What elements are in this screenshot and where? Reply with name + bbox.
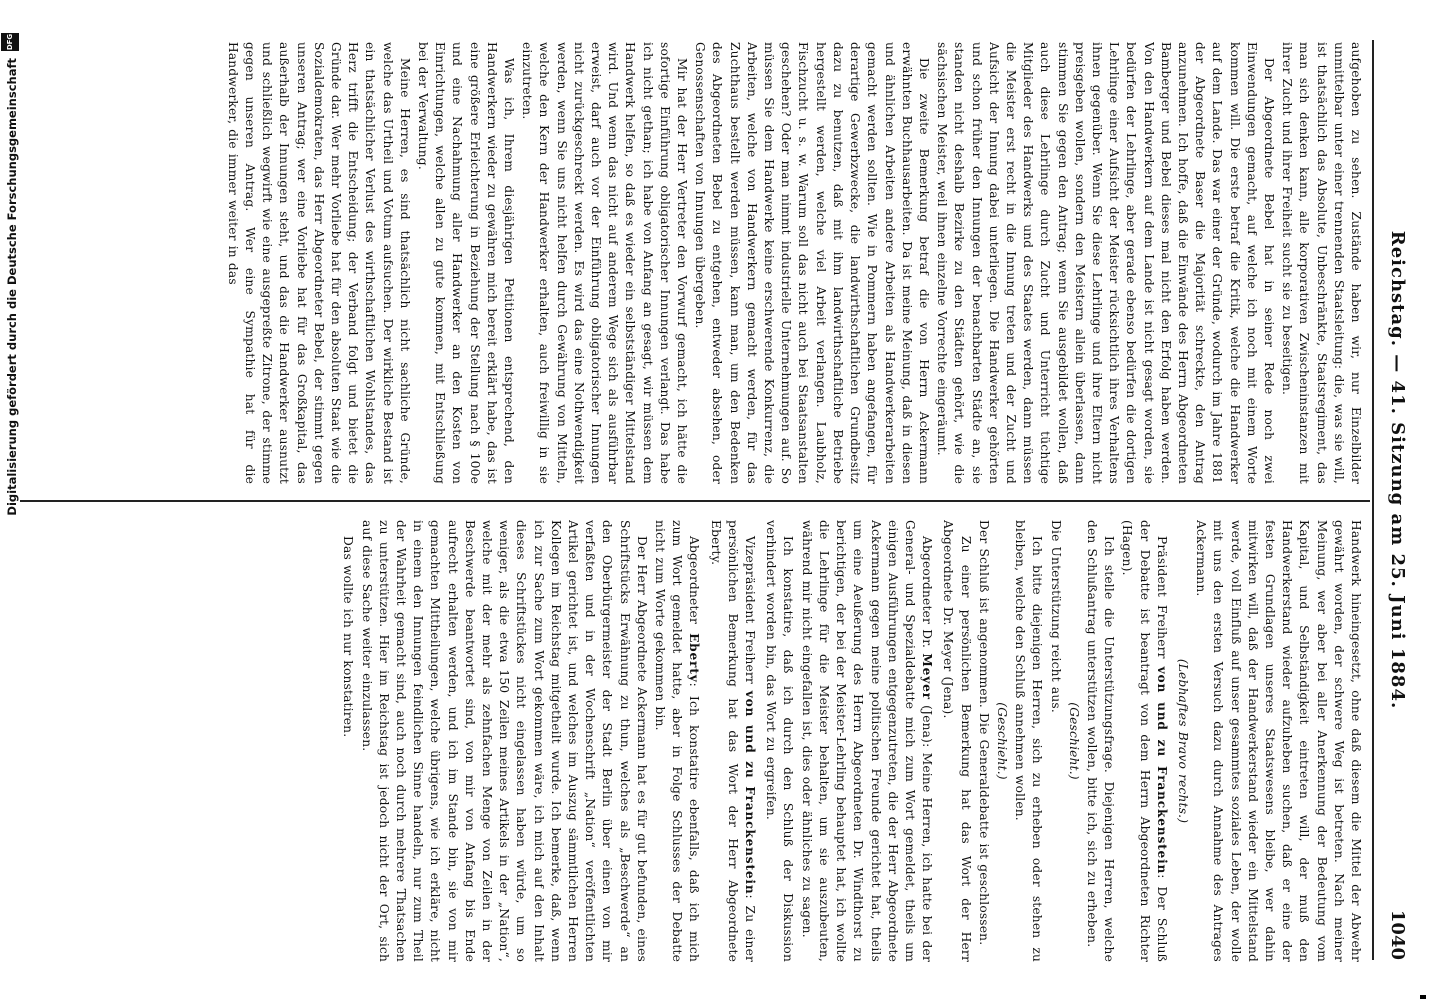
digitization-note bbox=[0, 0, 24, 1000]
paragraph: aufgehoben zu sehen. Zustände haben wir, nur Einzelbilder unmittelbar unter einer trennenden Staatsleitung: die, was sie will, ist thatsächlich das Absolute, Unbeschränkte, Staatsregiment, das man sich denken kann, alle korporativen Zwischeninstanzen mit ihrer Zucht und ihrer Freiheit sucht sie zu beseitigen. bbox=[1280, 42, 1363, 484]
paragraph: Ich bitte diejenigen Herren, sich zu erheben oder stehen zu bleiben, welche den Schluß annehmen wollen. bbox=[1013, 520, 1045, 962]
paragraph: Ich stelle die Unterstützungsfrage. Diejenigen Herren, welche den Schlußantrag unterstützen wollen, bitte ich, sich zu erheben. bbox=[1084, 520, 1117, 962]
paragraph: Was ich, Ihrem diesjährigen Petitionen entsprechend, den Handwerkern wieder zu gewähren mich bereit erklärt habe, das ist eine größere Erleichterung in Beziehung der Stellung nach § 100e und eine Nachahmung aller Handwerker an den Kosten von Einrichtungen, welche allen zu gute kommen, mit Entschließung bei der Verwaltung. bbox=[416, 42, 517, 484]
stage-direction: (Lebhaftes Bravo rechts.) bbox=[1175, 658, 1190, 824]
column-divider bbox=[20, 500, 1370, 502]
paragraph: Ich konstatire, daß ich durch den Schluß der Diskussion verhindert worden bin, das Wort zu ergreifen. bbox=[764, 520, 796, 962]
paragraph: Der Herr Abgeordnete Ackermann hat es für gut befunden, eines Schriftstücks Erwähnung zu thun, welches als „Beschwerde“ an den Oberbürgermeister der Stadt Berlin über einen von mir verfaßten und in der Wochenschrift „Nation“ veröffentlichten Artikel gerichtet ist, und welches im Auszug sämmtlichen Herren Kollegen im Reichstag mitgetheilt wurde. Ich bemerke, daß, wenn ich zur Sache zum Wort gekommen wäre, ich mich auf den Inhalt dieses Schriftstückes nicht eingelassen haben würde, um so weniger, als die etwa 150 Zeilen meines Artikels in der „Nation“, welche mit der mehr als zehnfachen Menge von Zeilen in der Beschwerde beantwortet sind, von mir von Anfang bis Ende aufrecht erhalten werden, und ich im Stande bin, sie von mir gemachten Mittheilungen, welche übrigens, wie ich erkläre, nicht in einem den Innungen feindlichen Sinne handeln, nur zum Theil der Wahrheit gemacht sind, auch noch durch mehrere Thatsachen zu unterstützen. Hier im Reichstag ist jedoch nicht der Ort, sich auf diese Sache weiter einzulassen. bbox=[359, 520, 649, 962]
paragraph: Zu einer persönlichen Bemerkung hat das Wort der Herr Abgeordnete Dr. Meyer (Jena). bbox=[941, 520, 973, 962]
speaker-paragraph: Vizepräsident Freiherr von und zu Franckenstein: Zu einer persönlichen Bemerkung hat das Wort der Herr Abgeordnete Eberty. bbox=[708, 520, 758, 962]
paragraph: Meine Herren, es sind thatsächlich nicht sachliche Gründe, welche das Urtheil und Votum aufsuchen. Der wirkliche Bestand ist ein thatsächlicher Verlust des wirthschaftlichen Wohlstandes, das Herz trifft die Entscheidung; der Verband folgt und bietet die Gründe dar. Wer mehr Vorliebe hat für den absoluten Staat wie die Sozialdemokraten, das Herr Abgeordneter Bebel, der stimmt gegen unseren Antrag; wer eine Vorliebe hat für das Großkapital, das außerhalb der Innungen steht, und das die Handwerker ausnutzt und schließlich wegwirft wie eine ausgepreßte Zitrone, der stimme gegen unseren Antrag. Wer eine Sympathie hat für die Handwerker, die immer weiter in das bbox=[225, 42, 412, 484]
paragraph: Handwerk hineingesetzt, ohne daß diesem die Mittel der Abwehr gewährt worden, der schwere Weg ist betreten. Nach meiner Meinung, wer aber bei aller Anerkennung der Bedeutung vom Kapital, und Selbständigkeit eintreten will, der muß den Handwerkerstand wieder aufzuheben suchen, daß er eine der festen Grundlagen unseres Staatswesens bleibe, wer dahin mitwirken will, daß der Handwerkerstand wieder ein Mittelstand werde, voll Einfluß auf unser gesammtes soziales Leben, der wolle mit uns den ersten Versuch dazu durch Annahme des Antrages Ackermann. bbox=[1194, 520, 1363, 962]
header-rule bbox=[1372, 40, 1374, 960]
page-number: 1040 bbox=[1387, 909, 1408, 960]
dfg-logo: DFG bbox=[1, 33, 19, 51]
paragraph: Die Unterstützung reicht aus. bbox=[1048, 520, 1063, 713]
page-title: Reichstag. — 41. Sitzung am 25. Juni 1884. bbox=[1387, 230, 1408, 710]
stage-direction: (Geschieht.) bbox=[1066, 702, 1081, 780]
paragraph: Die zweite Bemerkung betraf die von Herrn Ackermann erwähnten Buchhausarbeiten. Da ist meine Meinung, daß in diesen und ähnlichen Arbeiten andere Arbeiten als Handwerkerarbeiten gemacht werden sollten. Wie in Pommern haben angefangen, für derartige Gewerbzwecke, die landwirthschaftlichen Grundbesitz dazu zu benutzen, daß mit ihm landwirthschaftliche Betriebe hergestellt werden, welche viel Arbeit verlangen. Laubholz, Fischzucht u. s. w. Warum soll das nicht auch bei Staatsanstalten geschehen? Oder man nimmt industrielle Unternehmungen auf. So müssen Sie dem Handwerke keine erschwerende Konkurrenz, die Arbeiten, welche von Handwerkern gemacht werden, für das Zuchthaus bestellt werden müssen, kann man, um den Bedenken des Abgeordneten Bebel zu entgehen, entweder absehen, oder Genossenschaften von Innungen übergeben. bbox=[693, 42, 931, 484]
paragraph: Der Abgeordnete Bebel hat in seiner Rede noch zwei Einwendungen gemacht, auf welche ich noch mit einem Worte kommen will. Die erste betraf die Kritik, welche die Handwerker auf dem Lande. Das war einer der Gründe, wodurch im Jahre 1881 der Abgeordnete Baser die Majorität schreckte, den Antrag anzunehmen. Ich hoffe, daß die Einwände des Herrn Abgeordneten Bamberger und Bebel dieses mal nicht den Erfolg haben werden. Von den Handwerkern auf dem Lande ist nicht gesagt worden, sie bedürfen der Lehrlinge, aber gerade ebenso bedürfen die dortigen Lehrlinge einer Aufsicht der Meister rücksichtlich ihres Verhaltens ihnen gegenüber. Wenn Sie diese Lehrlinge und ihre Eltern nicht preisgeben wollen, sondern den Meistern allein überlassen, dann stimmen Sie gegen den Antrag; wenn Sie ausgebildet wollen, daß auch diese Lehrlinge durch Zucht und Unterricht tüchtige Mitglieder des Handwerks und des Staates werden, dann müssen die Meister erst recht in die Innung treten und der Zucht und Aufsicht der Innung dabei unterliegen. Die Handwerker gehörten und schon früher den Innungen der benachbarten Städte an, sie standen nicht deshalb Bezirke zu den Städten gehört, wie die sächsischen Meister, weil ihnen einzelne Vorrechte eingeräumt. bbox=[935, 42, 1276, 484]
text-column-left bbox=[14, 520, 1364, 962]
paragraph: Das wollte ich nur konstatiren. bbox=[341, 536, 356, 738]
speaker-paragraph: Abgeordneter Eberty: Ich konstatire ebenfalls, daß ich mich zum Wort gemeldet hatte, aber in Folge Schlusses der Debatte nicht zum Worte gekommen bin. bbox=[653, 520, 702, 962]
paragraph: Der Schluß ist angenommen. Die Generaldebatte ist geschlossen. bbox=[976, 520, 991, 946]
speaker-paragraph: Präsident Freiherr von und zu Franckenstein: Der Schluß der Debatte ist beantragt von dem Herrn Abgeordneten Richter (Hagen). bbox=[1120, 520, 1169, 962]
paragraph: Mir hat der Herr Vertreter den Vorwurf gemacht, ich hätte die sofortige Einführung obligatorischer Innungen verlangt. Das habe ich nicht gethan; ich habe von Anfang an gesagt, wir müssen dem Handwerk helfen, so daß es wieder ein selbstständiger Mittelstand wird. Und wenn das nicht auf anderem Wege sich als ausführbar erweist, darf auch vor der Einführung obligatorischer Innungen nicht zurückgeschreckt werden. Es wird das eine Nothwendigkeit werden, wenn Sie uns nicht helfen durch Gewährung von Mitteln, welche den Kern der Handwerker erhalten, auch freiwillig in sie einzutreten. bbox=[520, 42, 690, 484]
scan-mark bbox=[1420, 995, 1426, 999]
running-head bbox=[1378, 40, 1408, 960]
digitization-text: Digitalisierung gefördert durch die Deutsche Forschungsgemeinschaft bbox=[5, 58, 19, 516]
stage-direction: (Geschieht.) bbox=[994, 702, 1009, 780]
text-column-right bbox=[14, 42, 1364, 484]
speaker-paragraph: Abgeordneter Dr. Meyer (Jena): Meine Herren, ich hatte bei der General- und Spezialdebatte mich zum Wort gemeldet, theils um einigen Ausführungen entgegenzutreten, die der Herr Abgeordnete Ackermann gegen meine politischen Freunde gerichtet hat, theils um eine Aeußerung des Herrn Abgeordneten Dr. Windthorst zu berichtigen, der bei der Meister-Lehrling behauptet hat, ich wollte die Lehrlinge für die Meister behalten, um sie auszubeuten, während mir nicht eingefallen ist, dies oder ähnliches zu sagen. bbox=[799, 520, 935, 962]
